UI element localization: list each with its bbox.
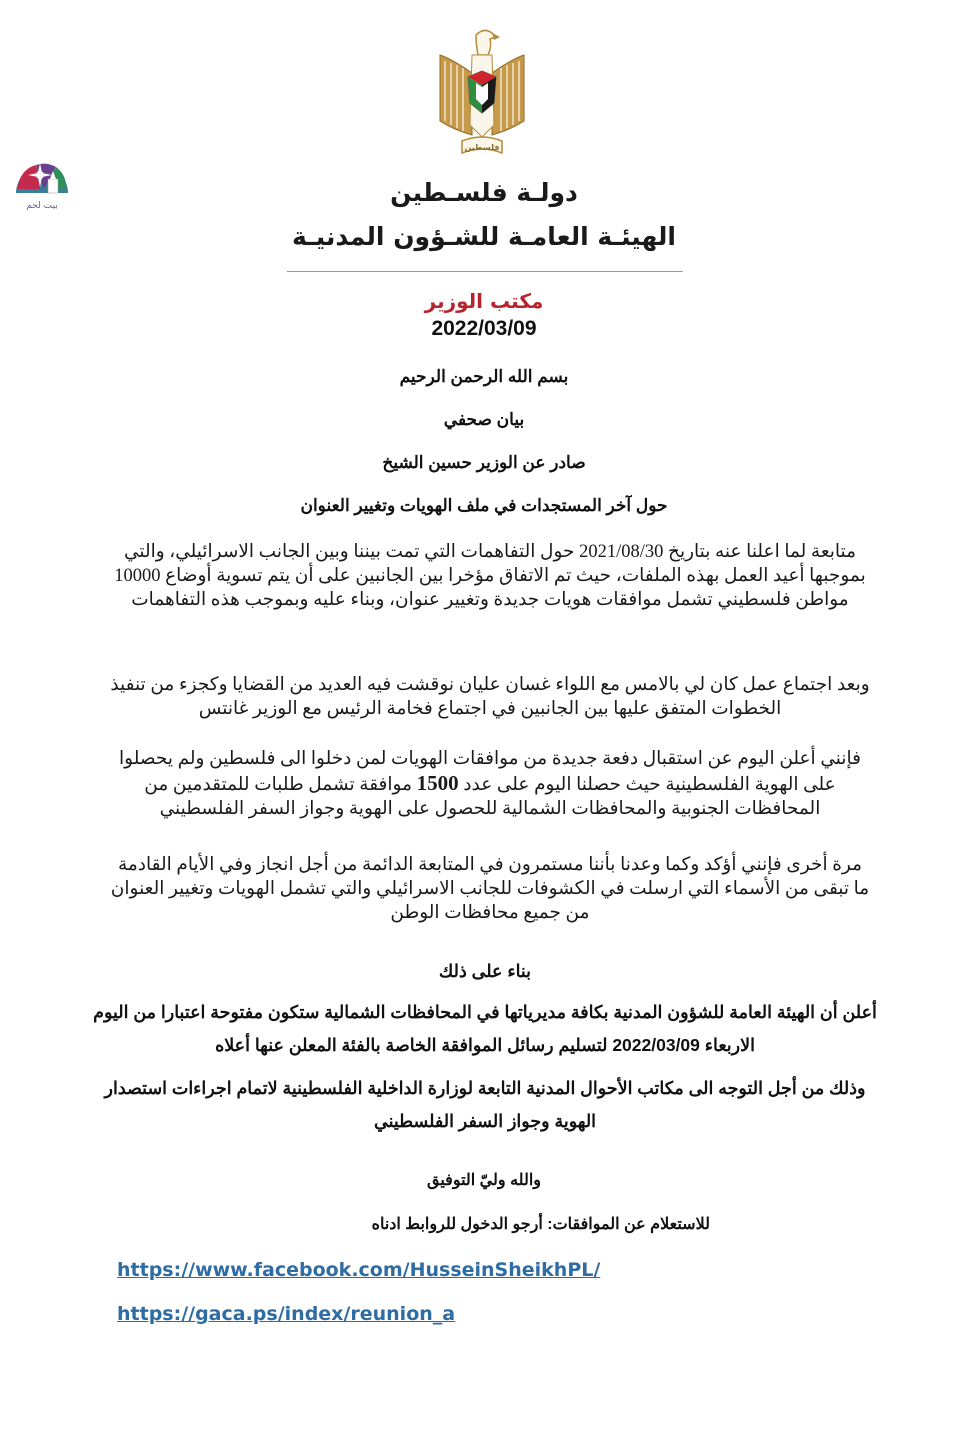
- facebook-link[interactable]: https://www.facebook.com/HusseinSheikhPL/: [117, 1259, 601, 1281]
- body-paragraph-2: وبعد اجتماع عمل كان لي بالامس مع اللواء غسان عليان نوقشت فيه العديد من القضايا وكجزء من تنفيذ الخطوات المتفق عليها بين الجانبين في اجتماع فخامة الرئيس مع الوزير غانتس: [110, 675, 870, 719]
- basmala: بسم الله الرحمن الرحيم: [399, 367, 569, 386]
- approvals-count: 1500: [416, 771, 459, 795]
- statement-issuer: صادر عن الوزير حسين الشيخ: [382, 453, 586, 472]
- body-paragraph-3: [110, 747, 870, 821]
- body-paragraph-4: مرة أخرى فإنني أؤكد وكما وعدنا بأننا مستمرون في المتابعة الدائمة من أجل انجاز وفي الأيام القادمة ما تبقى من الأسماء التي ارسلت في الكشوفات للجانب الاسرائيلي والتي تشمل الهويات وتغيير العنوان من جميع محافظات الوطن: [110, 855, 870, 923]
- emblem-caption: فلسطين: [464, 143, 500, 152]
- body-paragraph-1: متابعة لما اعلنا عنه بتاريخ 2021/08/30 حول التفاهمات التي تمت بيننا وبين الجانب الاسرائيلي، والتي بموجبها أعيد العمل بهذه الملفات، حيث تم الاتفاق مؤخرا بين الجانبين على أن يتم تسوية أوضاع 10000 مواطن فلسطيني تشمل موافقات هويات جديدة وتغيير عنوان، وبناء عليه وبموجب هذه التفاهمات: [114, 542, 866, 610]
- body-paragraph-3-end: موافقة تشمل طلبات للمتقدمين من المحافظات الجنوبية والمحافظات الشمالية للحصول على الهوية وجواز السفر الفلسطيني: [144, 775, 821, 819]
- statement-subject: حول آخر المستجدات في ملف الهويات وتغيير العنوان: [300, 496, 668, 515]
- announcement-heading: بناء على ذلك: [438, 961, 532, 981]
- document-date: 2022/03/09: [431, 317, 537, 340]
- palestinian-eagle-emblem-icon: [432, 25, 532, 165]
- statement-type: بيان صحفي: [443, 410, 525, 429]
- header-divider: [287, 271, 683, 272]
- inquiry-instruction: للاستعلام عن الموافقات: أرجو الدخول للروابط ادناه: [371, 1216, 710, 1233]
- organization-heading: الهيئـة العامـة للشـؤون المدنيـة: [292, 222, 676, 251]
- bethlehem-logo-caption: بيت لحم: [26, 201, 58, 211]
- gaca-reunion-link[interactable]: https://gaca.ps/index/reunion_a: [117, 1303, 456, 1325]
- state-name-heading: دولـة فلسـطين: [390, 178, 578, 207]
- minister-office-label: مكتب الوزير: [424, 289, 544, 313]
- closing-line: والله وليّ التوفيق: [427, 1172, 541, 1189]
- announcement-paragraph-1: أعلن أن الهيئة العامة للشؤون المدنية بكافة مديرياتها في المحافظات الشمالية ستكون مفتوحة اعتبارا من اليوم الاربعاء 2022/03/09 لتسليم رسائل الموافقة الخاصة بالفئة المعلن عنها أعلاه: [93, 1002, 877, 1055]
- body-paragraph-3-start: فإنني أعلن اليوم عن استقبال دفعة جديدة من موافقات الهويات لمن دخلوا الى فلسطين ولم يحصلوا على الهوية الفلسطينية حيث حصلنا اليوم على عدد: [119, 749, 861, 795]
- announcement-paragraph-2: وذلك من أجل التوجه الى مكاتب الأحوال المدنية التابعة لوزارة الداخلية الفلسطينية لاتمام اجراءات استصدار الهوية وجواز السفر الفلسطيني: [104, 1078, 866, 1131]
